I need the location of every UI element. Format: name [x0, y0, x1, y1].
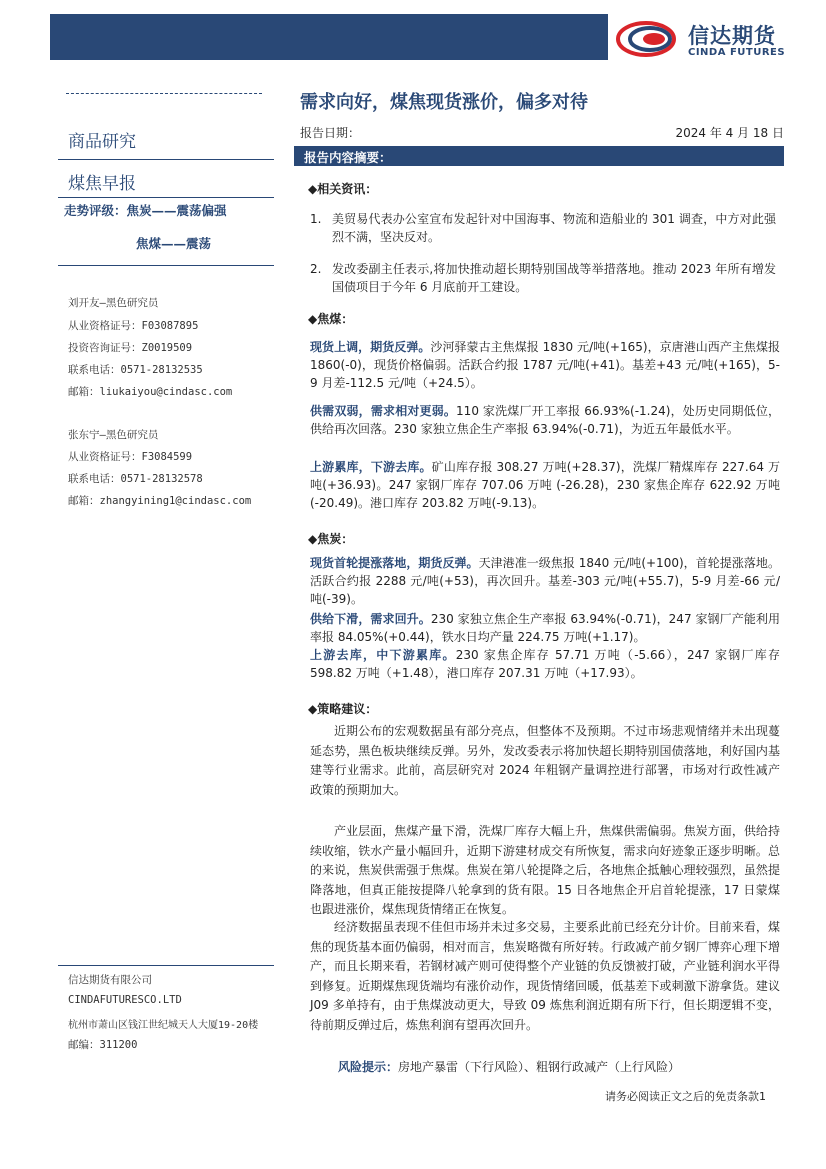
coal-paragraph: 上游累库，下游去库。矿山库存报 308.27 万吨(+28.37)，洗煤厂精煤库存 227.64 万吨(+36.93)。247 家钢厂库存 707.06 万吨 (-26.28)，230 家焦企库存 622.92 万吨(-20.49)。港口库存 203.82 万吨(-9.13)。	[310, 460, 780, 510]
brand-name-cn: 信达期货	[688, 24, 776, 48]
analyst2-name: 张东宁—黑色研究员	[68, 429, 159, 441]
summary-label: 报告内容摘要：	[304, 150, 392, 165]
company-web[interactable]: CINDAFUTURESCO.LTD	[68, 994, 182, 1006]
analyst1-name: 刘开友—黑色研究员	[68, 297, 159, 309]
analyst1-phone: 联系电话：0571-28132535	[68, 364, 203, 376]
risk-note	[338, 1058, 680, 1075]
coal-paragraph: 供需双弱，需求相对更弱。110 家洗煤厂开工率报 66.93%(-1.24)，处历史同期低位，供给再次回落。230 家独立焦企生产率报 63.94%(-0.71)，为近五年最低水平。	[310, 404, 780, 436]
analyst1-license: 从业资格证号：F03087895	[68, 320, 199, 332]
strategy-paragraph: 近期公布的宏观数据虽有部分亮点，但整体不及预期。不过市场悲观情绪并未出现蔓延态势，黑色板块继续反弹。另外，发改委表示将加快超长期特别国债落地，利好国内基建等行业需求。此前，高层研究对 2024 年粗钢产量调控进行部署，市场对行政性减产政策的预期加大。	[310, 724, 780, 797]
sidebar-divider	[58, 159, 274, 160]
page-title: 需求向好，煤焦现货涨价，偏多对待	[300, 92, 588, 113]
sidebar-divider	[58, 265, 274, 266]
coke-paragraph: 供给下滑，需求回升。230 家独立焦企生产率报 63.94%(-0.71)，247 家钢厂产能利用率报 84.05%(+0.44)，铁水日均产量 224.75 万吨(+1.17)。	[310, 612, 780, 644]
coke-heading: ◆焦炭：	[308, 532, 354, 546]
strategy-paragraph: 经济数据虽表现不佳但市场并未过多交易，主要系此前已经充分计价。目前来看，煤焦的现货基本面仍偏弱，相对而言，焦炭略微有所好转。行政减产前夕钢厂博弈心理下增产，而且长期来看，若钢材减产则可使得整个产业链的负反馈被打破，产业链利润水平得到修复。近期煤焦现货端均有涨价动作，现货情绪回暖，低基差下或刺激下游拿货。建议 J09 多单持有，由于焦煤波动更大，导致 09 炼焦利润近期有所下行，但长期逻辑不变，待前期反弹过后，炼焦利润有望再次回升。	[310, 920, 780, 1032]
disclaimer-footer: 请务必阅读正文之后的免责条款1	[605, 1090, 766, 1103]
brand-name-en: CINDA FUTURES	[688, 47, 786, 58]
summary-bar	[294, 146, 784, 166]
risk-label: 风险提示：	[338, 1060, 399, 1074]
rating-label: 走势评级：焦炭——震荡偏强	[64, 203, 227, 218]
rating-coke: 焦炭——震荡偏强	[126, 203, 227, 218]
risk-text: 房地产暴雷（下行风险）、粗钢行政减产（上行风险）	[398, 1060, 681, 1074]
cinda-logo-icon	[616, 19, 682, 57]
report-date: 2024 年 4 月 18 日	[675, 126, 784, 140]
sidebar-divider	[58, 197, 274, 198]
company-address: 杭州市萧山区钱江世纪城天人大厦19-20楼	[68, 1020, 259, 1031]
coal-paragraph: 现货上调，期货反弹。沙河驿蒙古主焦煤报 1830 元/吨(+165)，京唐港山西产主焦煤报 1860(-0)，现货价格偏弱。活跃合约报 1787 元/吨(+41)。基差+43 元/吨(+165)，5-9 月差-112.5 元/吨（+24.5）。	[310, 340, 780, 390]
coke-paragraph: 上游去库，中下游累库。230 家焦企库存 57.71 万吨（-5.66），247 家钢厂库存 598.82 万吨（+1.48），港口库存 207.31 万吨（+17.93）。	[310, 648, 780, 680]
news-item: 1. 美贸易代表办公室宣布发起针对中国海事、物流和造船业的 301 调查，中方对此强烈不满，坚决反对。	[310, 212, 776, 244]
analyst1-email[interactable]: 邮箱：liukaiyou@cindasc.com	[68, 386, 233, 398]
company-postcode: 邮编：311200	[68, 1039, 138, 1051]
rating-coal: 焦煤——震荡	[136, 236, 212, 251]
analyst1-consult: 投资咨询证号：Z0019509	[68, 342, 193, 354]
report-type: 煤焦早报	[68, 174, 136, 194]
coal-heading: ◆焦煤：	[308, 312, 354, 326]
analyst2-license: 从业资格证号：F3084599	[68, 451, 193, 463]
sidebar-divider	[58, 965, 274, 966]
sidebar-dash-divider	[66, 93, 262, 94]
report-date-row	[300, 124, 784, 141]
analyst2-phone: 联系电话：0571-28132578	[68, 473, 203, 485]
report-category: 商品研究	[68, 132, 136, 152]
strategy-heading: ◆策略建议：	[308, 702, 378, 716]
date-label: 报告日期：	[300, 126, 361, 140]
coke-paragraph: 现货首轮提涨落地，期货反弹。天津港准一级焦报 1840 元/吨(+100)，首轮提涨落地。活跃合约报 2288 元/吨(+53)，再次回升。基差-303 元/吨(+55.7)，5-9 月差-66 元/吨(-39)。	[310, 556, 780, 606]
news-heading: ◆相关资讯：	[308, 182, 378, 196]
news-item: 2. 发改委副主任表示,将加快推动超长期特别国战等举措落地。推动 2023 年所有增发国债项目于今年 6 月底前开工建设。	[310, 262, 776, 294]
sidebar	[58, 75, 274, 1065]
brand-logo	[608, 14, 808, 60]
analyst2-email[interactable]: 邮箱：zhangyining1@cindasc.com	[68, 495, 252, 507]
strategy-paragraph: 产业层面，焦煤产量下滑，洗煤厂库存大幅上升，焦煤供需偏弱。焦炭方面，供给持续收缩，铁水产量小幅回升，近期下游建材成交有所恢复，需求向好迹象正逐步明晰。总的来说，焦炭供需强于焦煤。焦炭在第八轮提降之后，各地焦企抵触心理较强烈，虽然提降落地，但真正能按提降八轮拿到的货有限。15 日各地焦企开启首轮提涨，17 日蒙煤也跟进涨价，煤焦现货情绪正在恢复。	[310, 824, 780, 916]
company-name: 信达期货有限公司	[68, 974, 152, 986]
